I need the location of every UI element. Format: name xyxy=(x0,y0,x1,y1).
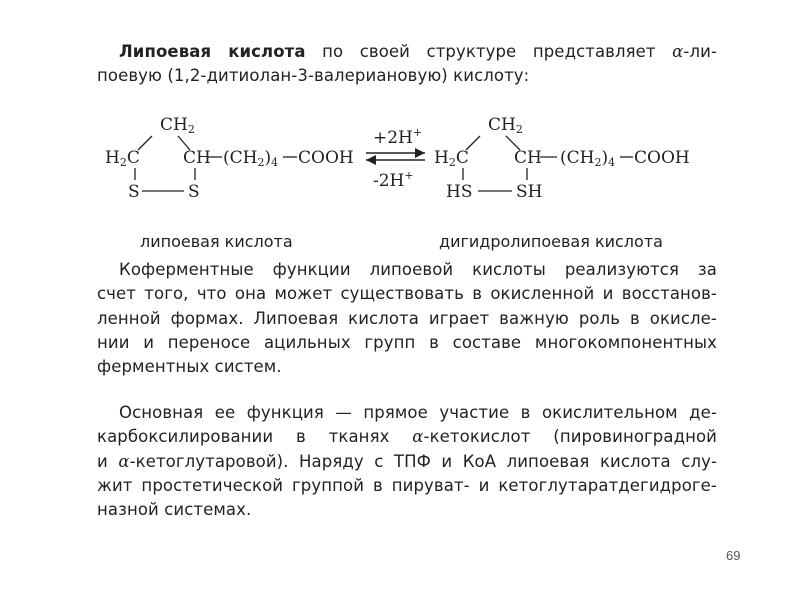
alpha-symbol: α xyxy=(672,42,684,61)
lipoic-acid-caption: липоевая кислота xyxy=(140,232,293,251)
dihydrolipoic-acid-structure xyxy=(434,115,690,202)
left-h2c: H2C xyxy=(105,148,140,169)
left-cooh: COOH xyxy=(298,148,354,168)
p2-line-5: ферментных систем. xyxy=(97,357,282,377)
right-ch2-top: CH2 xyxy=(488,115,523,136)
lipoic-acid-term: Липоевая кислота xyxy=(119,42,306,61)
main-function-paragraph xyxy=(97,401,717,522)
left-ch: CH xyxy=(183,148,211,168)
left-s-left: S xyxy=(128,182,140,202)
reaction-scheme xyxy=(0,0,800,240)
p3-line-1: Основная ее функция — прямое участие в окислительном де- xyxy=(119,403,717,422)
intro-line-1: Липоевая кислота по своей структуре представляет α-ли- xyxy=(119,42,717,61)
left-chain: (CH2)4 xyxy=(223,148,279,169)
p3-line-5: назной системах. xyxy=(97,500,252,520)
right-h2c: H2C xyxy=(434,148,469,169)
arrow-top-label: +2H+ xyxy=(373,126,423,148)
left-s-right: S xyxy=(188,182,200,202)
p2-line-2: счет того, что она может существовать в окисленной и восстанов- xyxy=(97,284,717,304)
alpha-symbol: α xyxy=(118,451,130,471)
p3-line-4: жит простетической группой в пируват- и кетоглутаратдегидроге- xyxy=(97,475,717,495)
alpha-symbol: α xyxy=(412,427,424,447)
lipoic-acid-structure xyxy=(105,115,354,202)
dihydrolipoic-acid-caption: дигидролипоевая кислота xyxy=(439,232,663,251)
intro-line-2: поевую (1,2-дитиолан-3-валериановую) кислоту: xyxy=(97,66,530,86)
coenzyme-functions-paragraph xyxy=(97,258,717,379)
right-chain: (CH2)4 xyxy=(560,148,616,169)
p2-line-4: нии и переносе ацильных групп в составе многокомпонентных xyxy=(97,332,717,352)
right-cooh: COOH xyxy=(634,148,690,168)
page-number: 69 xyxy=(726,548,741,563)
right-sh: SH xyxy=(516,182,543,202)
p2-line-3: ленной формах. Липоевая кислота играет важную роль в окисле- xyxy=(97,308,717,328)
p2-line-1: Коферментные функции липоевой кислоты реализуются за xyxy=(119,260,717,279)
p3-line-3: и α-кетоглутаровой). Наряду с ТПФ и КоА липоевая кислота слу- xyxy=(97,451,718,471)
right-ch: CH xyxy=(514,148,542,168)
equilibrium-arrows xyxy=(366,126,425,191)
arrow-bottom-label: -2H+ xyxy=(373,169,414,191)
right-hs: HS xyxy=(446,182,473,202)
left-ch2-top: CH2 xyxy=(160,115,195,136)
p3-line-2: карбоксилировании в тканях α-кетокислот (пировиноградной xyxy=(97,427,717,447)
